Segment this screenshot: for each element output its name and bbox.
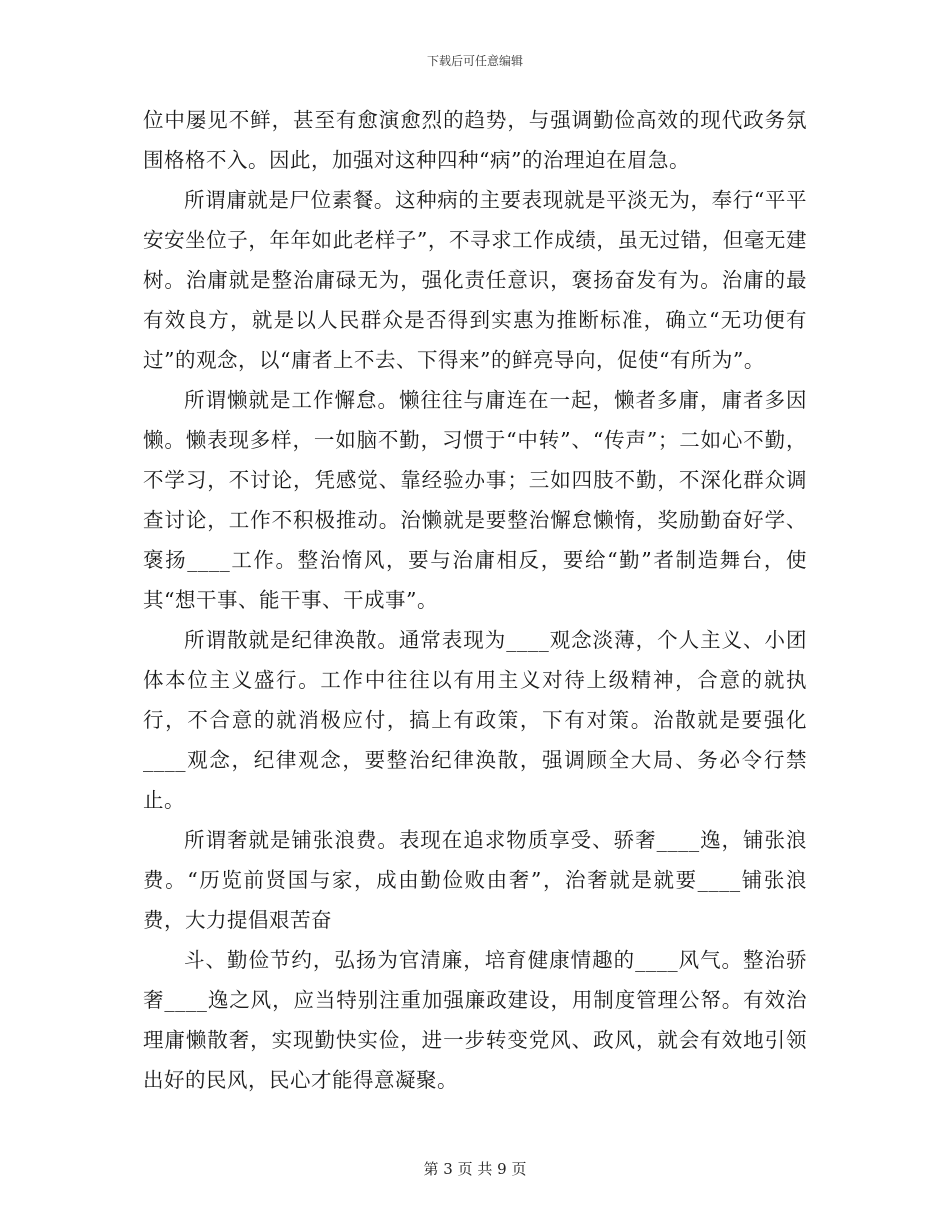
- paragraph-lan: 所谓懒就是工作懈怠。懒往往与庸连在一起，懒者多庸，庸者多因懒。懒表现多样，一如脑不勤，习惯于“中转”、“传声”；二如心不勤，不学习，不讨论，凭感觉、靠经验办事；三如四肢不勤，不深化群众调查讨论，工作不积极推动。治懒就是要整治懈怠懒惰，奖励勤奋好学、褒扬____工作。整治惰风，要与治庸相反，要给“勤”者制造舞台，使其“想干事、能干事、干成事”。: [143, 388, 807, 612]
- page-header: 下载后可任意编辑: [426, 54, 523, 68]
- paragraph-she: 所谓奢就是铺张浪费。表现在追求物质享受、骄奢____逸，铺张浪费。“历览前贤国与家，成由勤俭败由奢”，治奢就是就要____铺张浪费，大力提倡艰苦奋: [143, 828, 807, 932]
- paragraph-continuation: 位中屡见不鲜，甚至有愈演愈烈的趋势，与强调勤俭高效的现代政务氛围格格不入。因此，加强对这种四种“病”的治理迫在眉急。: [143, 108, 807, 172]
- page-number: 第 3 页 共 9 页: [423, 1160, 527, 1178]
- document-body: [143, 100, 807, 1100]
- paragraph-yong: 所谓庸就是尸位素餐。这种病的主要表现就是平淡无为，奉行“平平安安坐位子，年年如此老样子”，不寻求工作成绩，虽无过错，但毫无建树。治庸就是整治庸碌无为，强化责任意识，褒扬奋发有为。治庸的最有效良方，就是以人民群众是否得到实惠为推断标准，确立“无功便有过”的观念，以“庸者上不去、下得来”的鲜亮导向，促使“有所为”。: [143, 188, 807, 372]
- paragraph-san: 所谓散就是纪律涣散。通常表现为____观念淡薄，个人主义、小团体本位主义盛行。工作中往往以有用主义对待上级精神，合意的就执行，不合意的就消极应付，搞上有政策，下有对策。治散就是要强化____观念，纪律观念，要整治纪律涣散，强调顾全大局、务必令行禁止。: [143, 628, 807, 812]
- paragraph-conclusion: 斗、勤俭节约，弘扬为官清廉，培育健康情趣的____风气。整治骄奢____逸之风，应当特别注重加强廉政建设，用制度管理公帑。有效治理庸懒散奢，实现勤快实俭，进一步转变党风、政风，就会有效地引领出好的民风，民心才能得意凝聚。: [143, 948, 807, 1092]
